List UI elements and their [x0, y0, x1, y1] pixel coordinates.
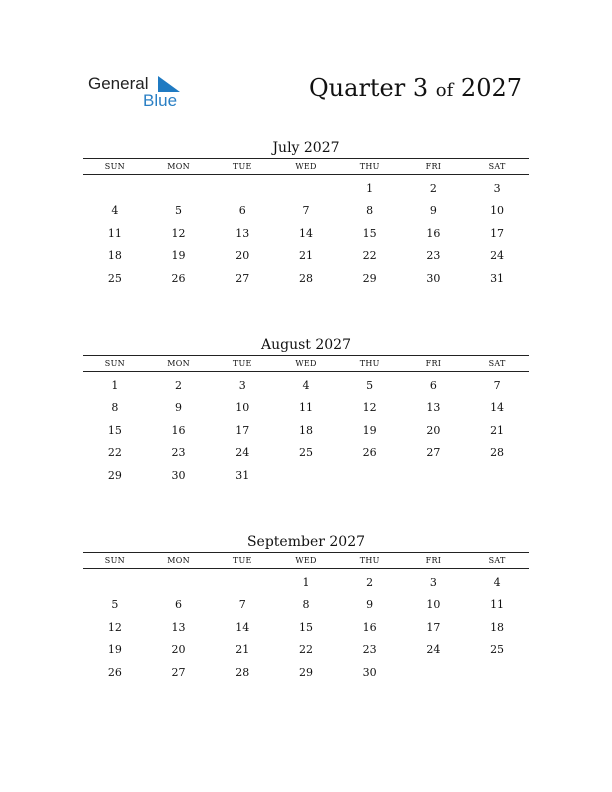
day-cell: 22 [107, 446, 122, 460]
day-grid [83, 569, 529, 684]
weekday-fri: FRI [425, 556, 442, 565]
day-cell: 4 [493, 576, 501, 589]
day-cell: 30 [426, 271, 441, 285]
of-label: of [435, 80, 454, 101]
weekday-sat: SAT [488, 162, 506, 171]
day-cell: 8 [111, 401, 119, 415]
day-cell: 27 [235, 271, 250, 285]
logo-word-general: General [88, 74, 149, 93]
day-cell: 16 [362, 620, 377, 634]
weekday-thu: THU [359, 359, 380, 368]
month-title: August 2027 [261, 337, 351, 353]
day-cell: 26 [171, 271, 186, 285]
empty-day-cell [274, 178, 338, 200]
day-cell: 28 [490, 446, 505, 460]
day-cell: 3 [429, 576, 437, 589]
day-cell: 9 [366, 598, 374, 612]
day-cell: 25 [298, 446, 313, 460]
day-cell: 23 [362, 643, 377, 657]
weekday-mon: MON [167, 162, 190, 171]
day-cell: 30 [362, 665, 377, 679]
day-cell: 23 [426, 249, 441, 263]
month-title: September 2027 [246, 534, 366, 550]
day-cell: 31 [235, 468, 250, 482]
empty-day-cell [465, 465, 529, 487]
empty-day-cell [402, 662, 466, 684]
logo-word-blue: Blue [143, 91, 178, 110]
day-cell: 8 [302, 598, 310, 612]
weekday-thu: THU [359, 556, 380, 565]
day-cell: 20 [171, 643, 186, 657]
day-cell: 29 [362, 271, 377, 285]
day-cell: 20 [426, 423, 441, 437]
day-cell: 24 [426, 643, 441, 657]
day-cell: 10 [426, 598, 441, 612]
empty-day-cell [465, 662, 529, 684]
day-cell: 12 [171, 226, 186, 240]
day-cell: 19 [362, 423, 377, 437]
day-cell: 3 [238, 379, 246, 392]
day-cell: 17 [426, 620, 441, 634]
weekday-header-row [83, 158, 529, 175]
day-grid [83, 175, 529, 290]
day-cell: 18 [490, 620, 505, 634]
day-cell: 16 [426, 226, 441, 240]
day-cell: 1 [366, 182, 374, 195]
day-cell: 9 [429, 204, 437, 218]
day-cell: 1 [302, 576, 310, 589]
day-cell: 14 [235, 620, 250, 634]
day-cell: 6 [175, 598, 183, 612]
day-cell: 13 [171, 620, 186, 634]
day-cell: 11 [490, 598, 505, 612]
day-cell: 9 [175, 401, 183, 415]
weekday-fri: FRI [425, 162, 442, 171]
day-cell: 16 [171, 423, 186, 437]
year-label: 2027 [460, 74, 522, 102]
day-cell: 7 [238, 598, 246, 612]
day-cell: 13 [426, 401, 441, 415]
day-cell: 2 [366, 576, 374, 589]
weekday-header-row [83, 355, 529, 372]
day-cell: 22 [298, 643, 313, 657]
day-cell: 21 [235, 643, 250, 657]
month-block-august [83, 335, 529, 487]
day-cell: 10 [490, 204, 505, 218]
weekday-sat: SAT [488, 556, 506, 565]
day-cell: 26 [107, 665, 122, 679]
month-block-july [83, 138, 529, 290]
day-cell: 24 [490, 249, 505, 263]
empty-day-cell [402, 465, 466, 487]
weekday-wed: WED [295, 162, 317, 171]
month-block-september [83, 532, 529, 684]
day-cell: 18 [298, 423, 313, 437]
day-cell: 7 [493, 379, 501, 392]
day-cell: 19 [171, 249, 186, 263]
day-cell: 28 [298, 271, 313, 285]
day-cell: 5 [111, 598, 119, 612]
empty-day-cell [274, 465, 338, 487]
day-cell: 19 [107, 643, 122, 657]
day-cell: 12 [107, 620, 122, 634]
weekday-wed: WED [295, 556, 317, 565]
weekday-fri: FRI [425, 359, 442, 368]
weekday-mon: MON [167, 556, 190, 565]
day-cell: 13 [235, 226, 250, 240]
day-cell: 20 [235, 249, 250, 263]
weekday-mon: MON [167, 359, 190, 368]
day-cell: 8 [366, 204, 374, 218]
empty-day-cell [338, 465, 402, 487]
day-cell: 15 [107, 423, 122, 437]
day-cell: 29 [298, 665, 313, 679]
quarter-label: Quarter 3 [309, 74, 429, 102]
empty-day-cell [83, 178, 147, 200]
day-cell: 4 [302, 379, 310, 392]
page-title [309, 74, 522, 102]
empty-day-cell [147, 572, 211, 594]
day-cell: 15 [298, 620, 313, 634]
day-cell: 1 [111, 379, 119, 392]
day-cell: 26 [362, 446, 377, 460]
day-cell: 17 [490, 226, 505, 240]
weekday-tue: TUE [232, 162, 252, 171]
day-cell: 15 [362, 226, 377, 240]
day-cell: 6 [429, 379, 437, 392]
weekday-tue: TUE [232, 359, 252, 368]
day-cell: 23 [171, 446, 186, 460]
empty-day-cell [210, 572, 274, 594]
day-cell: 3 [493, 182, 501, 195]
weekday-thu: THU [359, 162, 380, 171]
day-grid [83, 372, 529, 487]
day-cell: 5 [175, 204, 183, 218]
day-cell: 12 [362, 401, 377, 415]
day-cell: 7 [302, 204, 310, 218]
month-title: July 2027 [272, 140, 340, 156]
day-cell: 11 [107, 226, 122, 240]
brand-logo [88, 74, 188, 114]
weekday-tue: TUE [232, 556, 252, 565]
day-cell: 27 [171, 665, 186, 679]
day-cell: 29 [107, 468, 122, 482]
day-cell: 2 [429, 182, 437, 195]
day-cell: 2 [175, 379, 183, 392]
day-cell: 25 [107, 271, 122, 285]
weekday-wed: WED [295, 359, 317, 368]
weekday-header-row [83, 552, 529, 569]
day-cell: 27 [426, 446, 441, 460]
logo-triangle-icon [158, 76, 180, 92]
weekday-sun: SUN [104, 162, 125, 171]
day-cell: 21 [298, 249, 313, 263]
day-cell: 6 [238, 204, 246, 218]
day-cell: 30 [171, 468, 186, 482]
empty-day-cell [83, 572, 147, 594]
weekday-sun: SUN [104, 359, 125, 368]
day-cell: 17 [235, 423, 250, 437]
empty-day-cell [147, 178, 211, 200]
day-cell: 4 [111, 204, 119, 218]
day-cell: 11 [298, 401, 313, 415]
day-cell: 21 [490, 423, 505, 437]
day-cell: 14 [298, 226, 313, 240]
day-cell: 28 [235, 665, 250, 679]
day-cell: 10 [235, 401, 250, 415]
day-cell: 5 [366, 379, 374, 392]
empty-day-cell [210, 178, 274, 200]
day-cell: 18 [107, 249, 122, 263]
day-cell: 22 [362, 249, 377, 263]
weekday-sat: SAT [488, 359, 506, 368]
weekday-sun: SUN [104, 556, 125, 565]
day-cell: 24 [235, 446, 250, 460]
day-cell: 31 [490, 271, 505, 285]
day-cell: 14 [490, 401, 505, 415]
day-cell: 25 [490, 643, 505, 657]
